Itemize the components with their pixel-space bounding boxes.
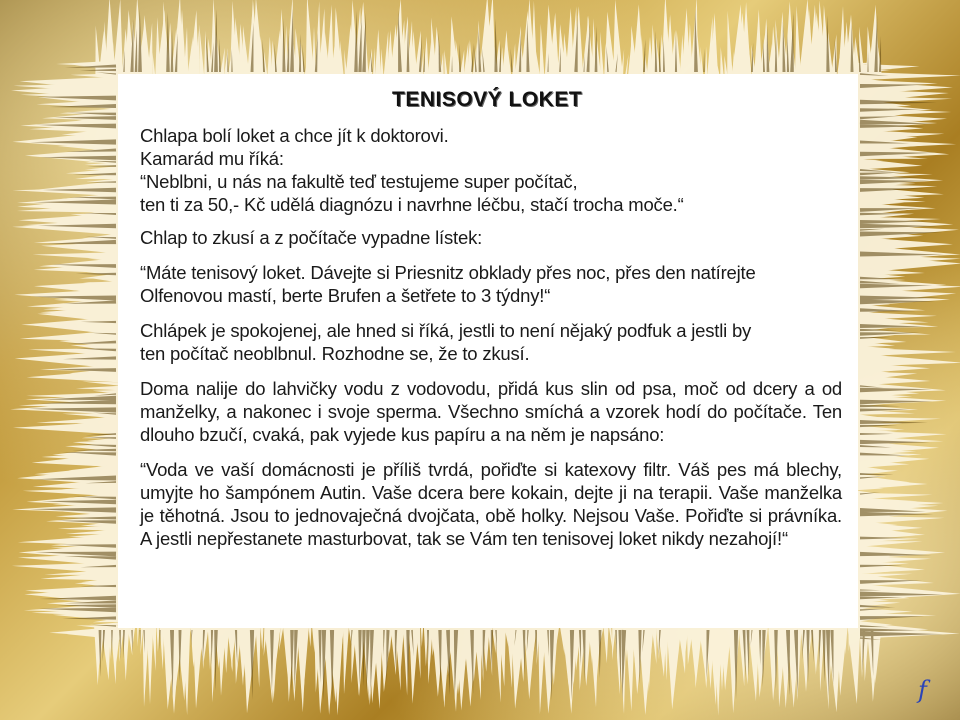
frame-spike: [340, 41, 344, 77]
frame-spike: [727, 11, 733, 76]
frame-spike: [536, 52, 540, 76]
paragraph-ticket: Chlap to zkusí a z počítače vypadne lístek:: [140, 227, 483, 248]
frame-spike: [381, 49, 384, 76]
frame-spike: [27, 370, 121, 383]
frame-spike: [667, 626, 682, 710]
frame-spike: [147, 626, 154, 704]
paragraph-sample: Doma nalije do lahvičky vodu z vodovodu, přidá kus slin od psa, moč od dcery a od manželky, a nakonec i svoje sperma. Všechno smíchá a vzorek hodí do počítače. Ten dlouho bzučí, cvaká, pak vyjede kus papíru a na něm je napsáno:: [140, 378, 842, 445]
text-line: Olfenovou mastí, berte Brufen a šetřete to 3 týdny!“: [140, 285, 551, 306]
frame-spike: [478, 27, 481, 72]
signature-mark: f: [918, 676, 927, 704]
text-line: Chlápek je spokojenej, ale hned si říká, jestli to není nějaký podfuk a jestli by: [140, 320, 752, 341]
frame-spike: [600, 32, 604, 76]
frame-spike: [309, 626, 312, 647]
frame-spike: [652, 626, 657, 664]
paragraph-result: “Voda ve vaší domácnosti je příliš tvrdá, pořiďte si katexovy filtr. Váš pes má blechy, umyjte ho šampónem Autin. Vaše dcera bere kokain, dejte ji na terapii. Vaše manželka je těhotná. Jsou to jednovaječná dvojčata, obě holky. Nejsou Vaše. Pořiďte si právníka. A jestli nepřestanete masturbovat, tak se Vám ten tenisovej loket nikdy nezahojí!“: [140, 459, 842, 549]
frame-spike: [613, 0, 623, 76]
page-title: TENISOVÝ LOKET: [392, 88, 583, 111]
frame-spike: [159, 630, 160, 651]
frame-spike: [375, 29, 381, 76]
text-line: Kamarád mu říká:: [140, 148, 284, 169]
paragraph-diagnosis: [140, 261, 842, 307]
frame-spike: [264, 51, 268, 76]
frame-spike: [76, 386, 120, 390]
frame-spike: [303, 626, 309, 698]
frame-spike: [700, 47, 703, 76]
frame-spike: [879, 36, 881, 72]
text-line: “Neblbni, u nás na fakultě teď testujeme super počítač,: [140, 171, 578, 192]
frame-spike: [373, 48, 375, 76]
frame-spike: [156, 626, 159, 652]
frame-spike: [494, 19, 497, 72]
frame-spike: [421, 626, 423, 647]
text-line: ten počítač neoblbnul. Rozhodne se, že to zkusí.: [140, 343, 530, 364]
frame-spike: [140, 630, 141, 646]
frame-spike: [434, 27, 443, 77]
frame-spike: [260, 626, 263, 650]
frame-spike: [88, 165, 117, 167]
story-text: [140, 124, 842, 562]
frame-spike: [67, 229, 120, 236]
frame-spike: [844, 626, 847, 655]
frame-spike: [444, 50, 447, 76]
frame-spike: [243, 626, 257, 714]
frame-spike: [705, 47, 707, 76]
frame-spike: [767, 26, 770, 72]
frame-spike: [512, 43, 516, 76]
frame-spike: [860, 616, 924, 620]
frame-spike: [720, 47, 724, 76]
frame-spike: [860, 425, 897, 427]
frame-spike: [540, 24, 545, 77]
text-line: Chlapa bolí loket a chce jít k doktorovi.: [140, 125, 449, 146]
paragraph-suspicion: [140, 319, 842, 365]
frame-spike: [471, 43, 474, 72]
frame-spike: [625, 54, 628, 76]
frame-spike: [603, 626, 608, 663]
frame-spike: [152, 626, 156, 671]
frame-spike: [703, 49, 704, 72]
frame-spike: [511, 48, 513, 72]
frame-spike: [256, 626, 261, 688]
frame-spike: [856, 72, 960, 80]
frame-spike: [82, 382, 120, 386]
frame-spike: [13, 421, 120, 434]
frame-spike: [152, 52, 155, 76]
frame-spike: [219, 39, 221, 73]
frame-spike: [795, 6, 801, 76]
paragraph-intro: [140, 124, 842, 216]
frame-spike: [137, 626, 139, 647]
frame-spike: [199, 24, 204, 76]
frame-spike: [860, 473, 894, 475]
frame-spike: [386, 630, 389, 683]
frame-spike: [460, 50, 464, 76]
frame-spike: [343, 626, 349, 694]
text-line: ten ti za 50,- Kč udělá diagnózu i navrhne léčbu, stačí trocha moče.“: [140, 194, 684, 215]
frame-spike: [582, 630, 585, 682]
frame-spike: [282, 18, 285, 72]
text-line: “Máte tenisový loket. Dávejte si Priesnitz obklady přes noc, přes den natírejte: [140, 262, 756, 283]
frame-spike: [643, 39, 645, 72]
frame-spike: [599, 630, 602, 678]
frame-spike: [762, 630, 765, 687]
frame-spike: [756, 626, 768, 698]
frame-spike: [214, 630, 218, 691]
frame-spike: [299, 34, 301, 72]
frame-spike: [132, 626, 135, 648]
frame-spike: [459, 43, 461, 72]
frame-spike: [148, 23, 153, 76]
